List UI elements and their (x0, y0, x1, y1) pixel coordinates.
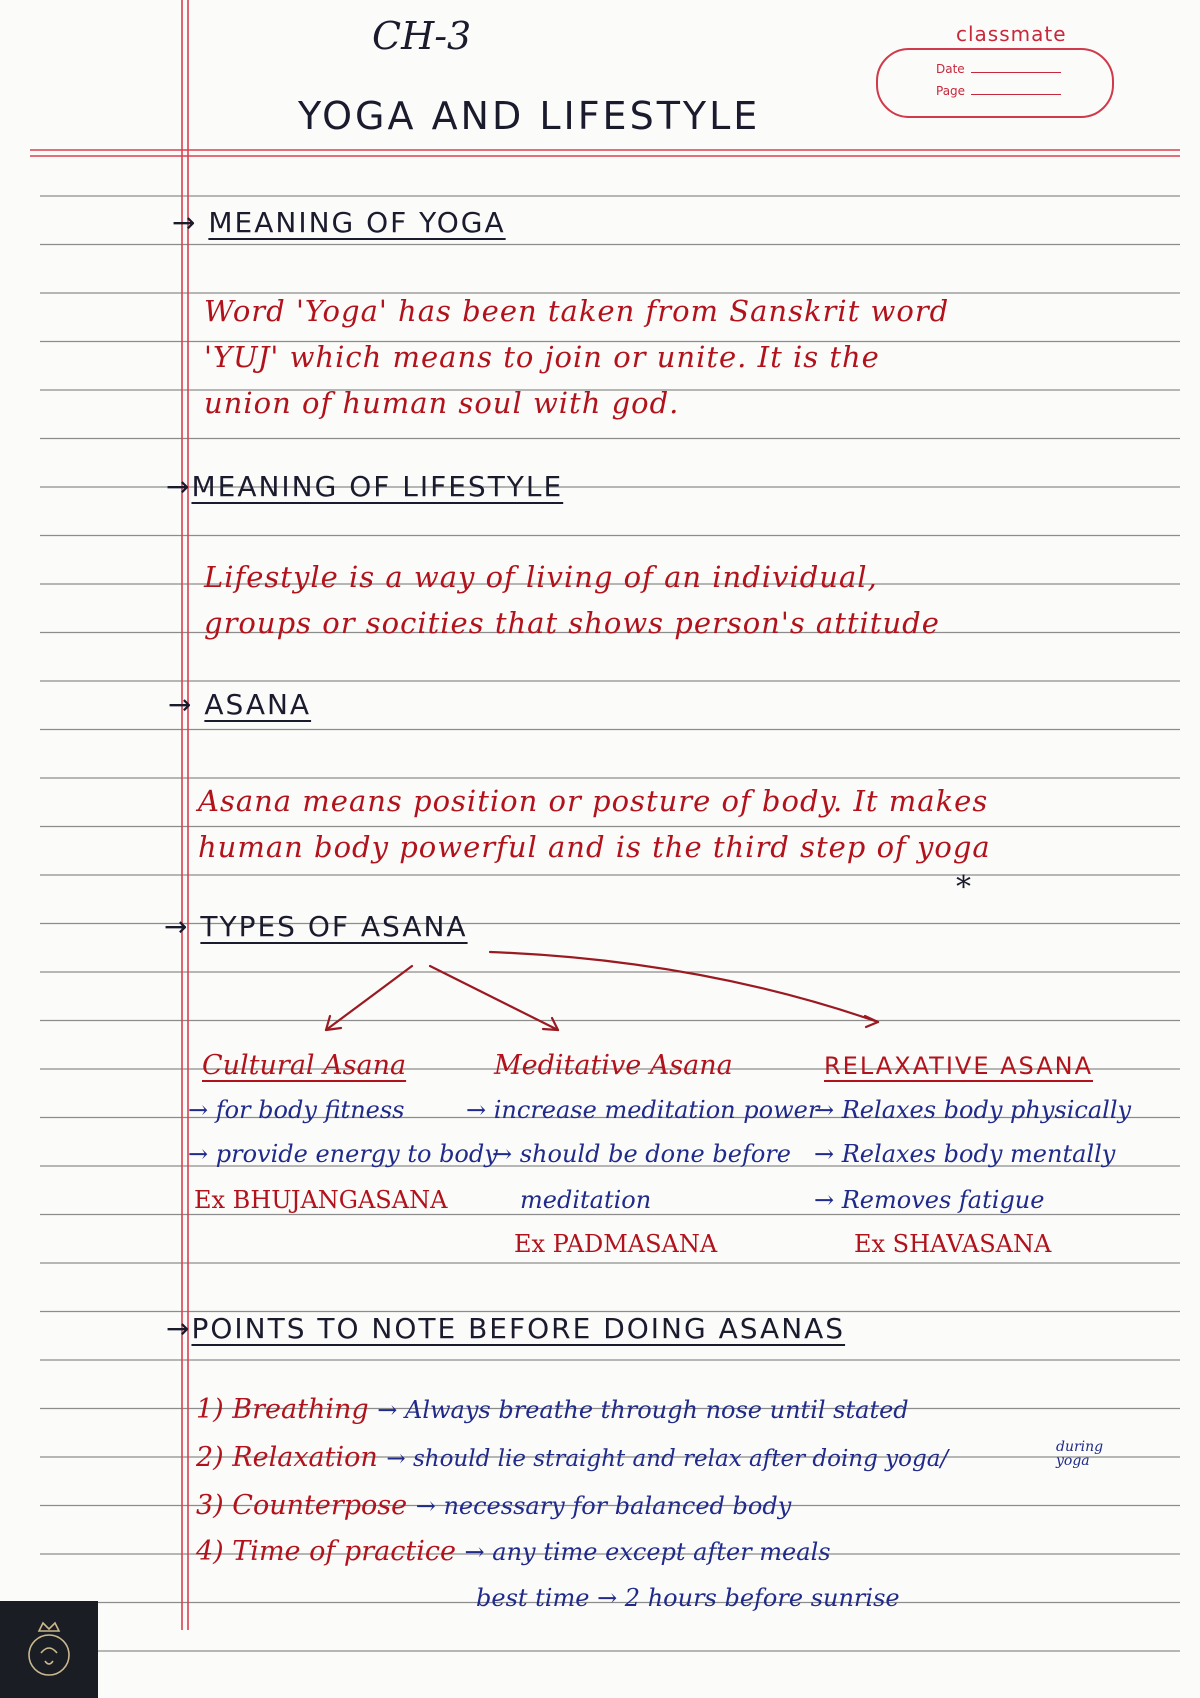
col2-item-1: → increase meditation power (466, 1096, 820, 1124)
col3-item-3: → Removes fatigue (814, 1186, 1045, 1214)
col2-item-4: Ex PADMASANA (514, 1230, 718, 1258)
asana-line-2: human body powerful and is the third step of yoga (198, 830, 991, 864)
crest-icon (19, 1615, 79, 1685)
page-title: YOGA AND LIFESTYLE (298, 94, 761, 138)
heading-asana: → ASANA (168, 688, 312, 721)
col1-title: Cultural Asana (202, 1050, 407, 1081)
col3-item-1: → Relaxes body physically (814, 1096, 1132, 1124)
point-3-label: 3) Counterpose (196, 1490, 408, 1521)
lifestyle-line-1: Lifestyle is a way of living of an individual, (204, 560, 878, 594)
chapter-label: CH-3 (372, 14, 472, 58)
col1-item-1: → for body fitness (188, 1096, 405, 1124)
col2-title: Meditative Asana (494, 1050, 733, 1081)
yoga-line-2: 'YUJ' which means to join or unite. It is the (204, 340, 880, 374)
yoga-line-3: union of human soul with god. (204, 386, 680, 420)
lifestyle-line-2: groups or socities that shows person's attitude (204, 606, 940, 640)
watermark-logo (0, 1601, 98, 1698)
heading-types-of-asana: → TYPES OF ASANA (164, 910, 468, 943)
point-4-text: → any time except after meals (464, 1538, 831, 1566)
stamp-date-label: Date (936, 62, 965, 76)
stamp-page-label: Page (936, 84, 966, 98)
heading-points-to-note: →POINTS TO NOTE BEFORE DOING ASANAS (166, 1312, 846, 1345)
point-2-label: 2) Relaxation (196, 1442, 378, 1473)
best-time-line: best time → 2 hours before sunrise (476, 1584, 900, 1612)
point-2-text: → should lie straight and relax after doing yoga/ (386, 1446, 949, 1472)
heading-meaning-of-yoga: → MEANING OF YOGA (172, 206, 506, 239)
heading-meaning-of-lifestyle: →MEANING OF LIFESTYLE (166, 470, 564, 503)
point-1 (196, 1394, 909, 1425)
col1-item-2: → provide energy to body (188, 1140, 498, 1168)
stamp-brand: classmate (956, 22, 1067, 46)
col1-item-3: Ex BHUJANGASANA (194, 1186, 448, 1214)
point-1-text: → Always breathe through nose until stated (377, 1396, 909, 1424)
col2-item-2: → should be done before (492, 1140, 791, 1168)
col3-item-2: → Relaxes body mentally (814, 1140, 1116, 1168)
point-2 (196, 1442, 948, 1473)
asana-line-1: Asana means position or posture of body. It makes (198, 784, 989, 818)
asterisk-mark: * (956, 870, 971, 905)
point-1-label: 1) Breathing (196, 1394, 369, 1425)
point-2-extra: during yoga (1056, 1439, 1104, 1469)
col3-item-4: Ex SHAVASANA (854, 1230, 1052, 1258)
col3-title: RELAXATIVE ASANA (824, 1052, 1094, 1080)
col2-item-3: meditation (520, 1186, 652, 1214)
yoga-line-1: Word 'Yoga' has been taken from Sanskrit word (204, 294, 950, 328)
point-4-label: 4) Time of practice (196, 1536, 456, 1567)
point-4 (196, 1536, 831, 1567)
point-3-text: → necessary for balanced body (415, 1492, 792, 1520)
point-3 (196, 1490, 791, 1521)
